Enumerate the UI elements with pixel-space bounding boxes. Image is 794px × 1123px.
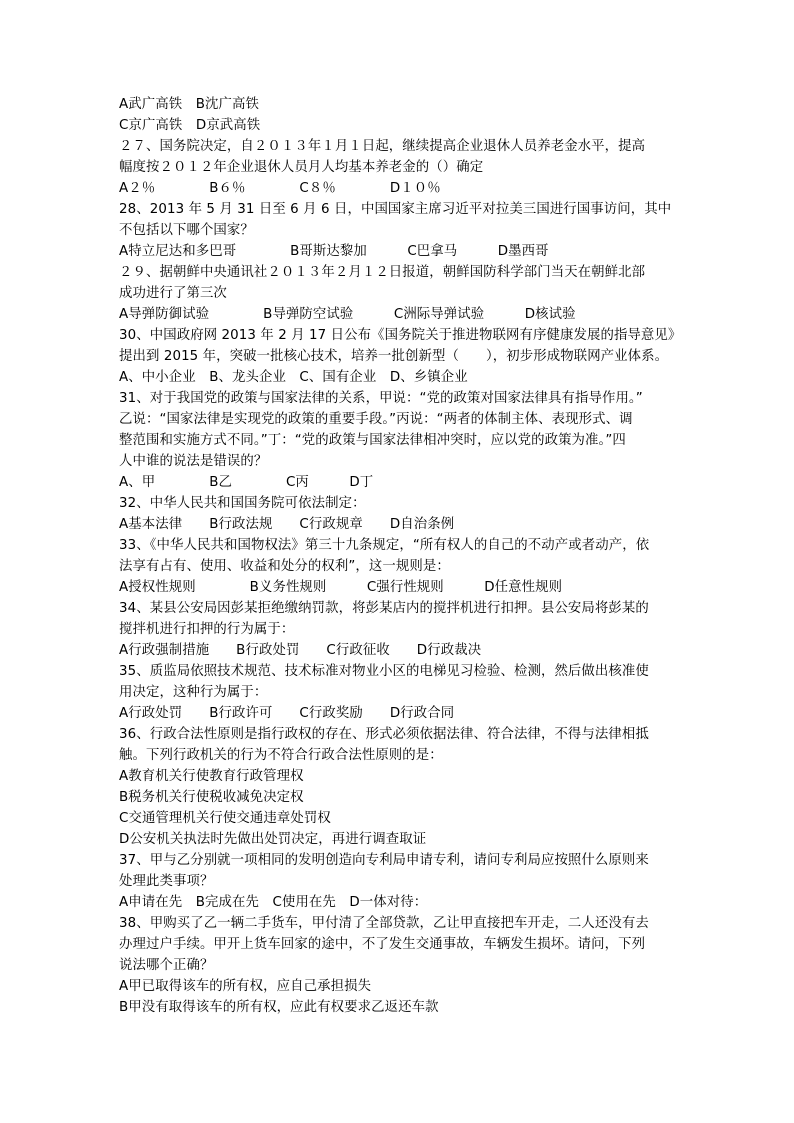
text-line: 用决定，这种行为属于： <box>119 685 268 700</box>
text-line: ２７、国务院决定，自２０１３年１月１日起，继续提高企业退休人员养老金水平，提高 <box>119 139 646 154</box>
text-line: D公安机关执法时先做出处罚决定，再进行调查取证 <box>119 832 427 847</box>
text-line: B甲没有取得该车的所有权，应此有权要求乙返还车款 <box>119 1000 439 1015</box>
text-line: C京广高铁 D京武高铁 <box>119 118 261 133</box>
text-line: A基本法律 B行政法规 C行政规章 D自治条例 <box>119 517 455 532</box>
text-line: 37、甲与乙分别就一项相同的发明创造向专利局申请专利，请问专利局应按照什么原则来 <box>119 853 649 868</box>
text-line: 38、甲购买了乙一辆二手货车，甲付清了全部贷款，乙让甲直接把车开走，二人还没有去 <box>119 916 649 931</box>
text-line: A２％ B６％ C８％ D１０％ <box>119 181 441 196</box>
text-line: ２９、据朝鲜中央通讯社２０１３年２月１２日报道，朝鲜国防科学部门当天在朝鲜北部 <box>119 265 646 280</box>
text-line: 34、某县公安局因彭某拒绝缴纳罚款，将彭某店内的搅拌机进行扣押。县公安局将彭某的 <box>119 601 649 616</box>
text-line: 办理过户手续。甲开上货车回家的途中，不了发生交通事故，车辆发生损坏。请问，下列 <box>119 937 646 952</box>
text-line: 不包括以下哪个国家？ <box>119 223 254 238</box>
text-line: 人中谁的说法是错误的？ <box>119 454 268 469</box>
text-line: 处理此类事项？ <box>119 874 214 889</box>
text-line: 幅度按２０１２年企业退休人员月人均基本养老金的（）确定 <box>119 160 484 175</box>
text-line: A特立尼达和多巴哥 B哥斯达黎加 C巴拿马 D墨西哥 <box>119 244 549 259</box>
text-line: 法享有占有、使用、收益和处分的权利”，这一规则是： <box>119 559 450 574</box>
text-line: A、甲 B乙 C丙 D丁 <box>119 475 374 490</box>
text-line: 33、《中华人民共和国物权法》第三十九条规定，“所有权人的自己的不动产或者动产，依 <box>119 538 650 553</box>
text-line: 提出到 2015 年，突破一批核心技术，培养一批创新型（ ），初步形成物联网产业体系。 <box>119 349 669 364</box>
text-line: B税务机关行使税收减免决定权 <box>119 790 304 805</box>
text-line: 30、中国政府网 2013 年 2 月 17 日公布《国务院关于推进物联网有序健康发展的指导意见》 <box>119 328 682 343</box>
text-line: A行政处罚 B行政许可 C行政奖励 D行政合同 <box>119 706 455 721</box>
text-line: 说法哪个正确？ <box>119 958 214 973</box>
text-line: A教育机关行使教育行政管理权 <box>119 769 304 784</box>
text-line: A、中小企业 B、龙头企业 C、国有企业 D、乡镇企业 <box>119 370 468 385</box>
text-line: A申请在先 B完成在先 C使用在先 D一体对待： <box>119 895 428 910</box>
text-line: 搅拌机进行扣押的行为属于： <box>119 622 295 637</box>
document-page <box>119 94 682 1018</box>
text-line: A导弹防御试验 B导弹防空试验 C洲际导弹试验 D核试验 <box>119 307 576 322</box>
text-line: 成功进行了第三次 <box>119 286 227 301</box>
text-line: 触。下列行政机关的行为不符合行政合法性原则的是： <box>119 748 443 763</box>
text-line: A授权性规则 B义务性规则 C强行性规则 D任意性规则 <box>119 580 563 595</box>
text-line: 28、2013 年 5 月 31 日至 6 月 6 日，中国国家主席习近平对拉美三国进行国事访问，其中 <box>119 202 672 217</box>
text-line: 整范围和实施方式不同。”丁：“党的政策与国家法律相冲突时，应以党的政策为准。”四 <box>119 433 626 448</box>
text-line: 35、质监局依照技术规范、技术标准对物业小区的电梯见习检验、检测，然后做出核准使 <box>119 664 649 679</box>
text-line: 36、行政合法性原则是指行政权的存在、形式必须依据法律、符合法律，不得与法律相抵 <box>119 727 649 742</box>
text-line: 31、对于我国党的政策与国家法律的关系，甲说：“党的政策对国家法律具有指导作用。” <box>119 391 643 406</box>
text-line: 32、中华人民共和国国务院可依法制定： <box>119 496 366 511</box>
text-line: A行政强制措施 B行政处罚 C行政征收 D行政裁决 <box>119 643 482 658</box>
text-line: A武广高铁 B沈广高铁 <box>119 97 259 112</box>
text-line: A甲已取得该车的所有权，应自己承担损失 <box>119 979 372 994</box>
text-line: C交通管理机关行使交通违章处罚权 <box>119 811 331 826</box>
text-line: 乙说：“国家法律是实现党的政策的重要手段。”丙说：“两者的体制主体、表现形式、调 <box>119 412 633 427</box>
